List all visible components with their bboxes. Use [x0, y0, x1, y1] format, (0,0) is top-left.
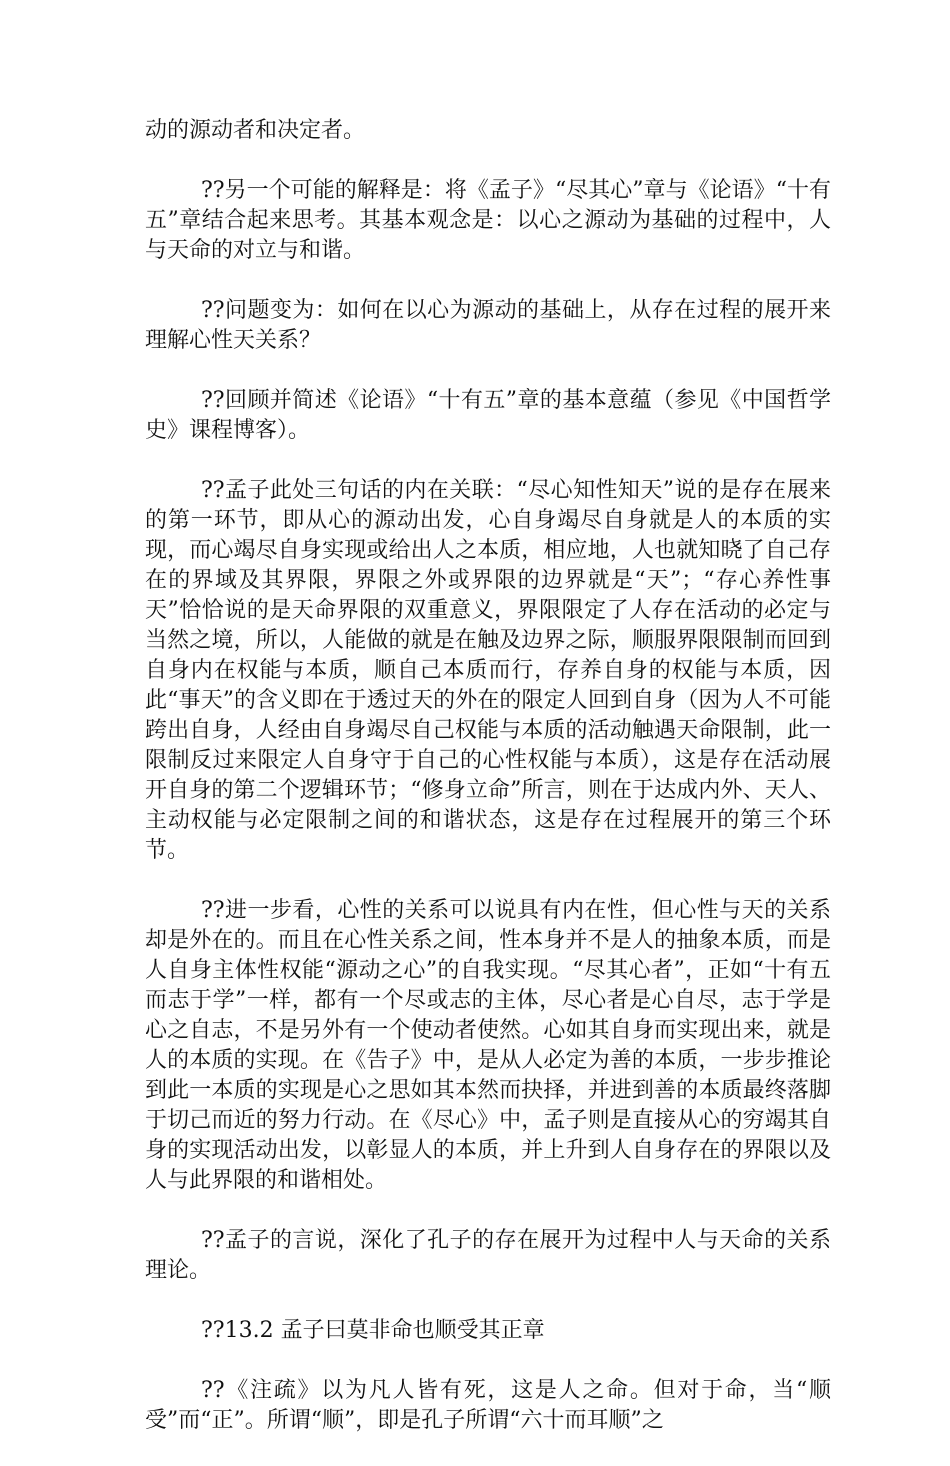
section-heading: ??13.2 孟子曰莫非命也顺受其正章	[201, 1318, 545, 1343]
document-page	[145, 116, 831, 1466]
paragraph-alternative-interpretation: ??另一个可能的解释是：将《孟子》“尽其心”章与《论语》“十有五”章结合起来思考。其基本观念是：以心之源动为基础的过程中，人与天命的对立与和谐。	[145, 178, 831, 263]
paragraph-question: ??问题变为：如何在以心为源动的基础上，从存在过程的展开来理解心性天关系？	[145, 298, 831, 353]
paragraph-continuation: 动的源动者和决定者。	[145, 118, 366, 143]
paragraph-conclusion: ??孟子的言说，深化了孔子的存在展开为过程中人与天命的关系理论。	[145, 1228, 831, 1283]
paragraph-commentary: ??《注疏》以为凡人皆有死，这是人之命。但对于命，当“顺受”而“正”。所谓“顺”，即是孔子所谓“六十而耳顺”之	[145, 1378, 831, 1433]
paragraph-further-analysis: ??进一步看，心性的关系可以说具有内在性，但心性与天的关系却是外在的。而且在心性关系之间，性本身并不是人的抽象本质，而是人自身主体性权能“源动之心”的自我实现。“尽其心者”，正如“十有五而志于学”一样，都有一个尽或志的主体，尽心者是心自尽，志于学是心之自志，不是另外有一个使动者使然。心如其自身而实现出来，就是人的本质的实现。在《告子》中，是从人必定为善的本质，一步步推论到此一本质的实现是心之思如其本然而抉择，并进到善的本质最终落脚于切己而近的努力行动。在《尽心》中，孟子则是直接从心的穷竭其自身的实现活动出发，以彰显人的本质，并上升到人自身存在的界限以及人与此界限的和谐相处。	[145, 898, 831, 1193]
paragraph-three-sentences: ??孟子此处三句话的内在关联：“尽心知性知天”说的是存在展来的第一环节，即从心的源动出发，心自身竭尽自身就是人的本质的实现，而心竭尽自身实现或给出人之本质，相应地，人也就知晓了自己存在的界域及其界限，界限之外或界限的边界就是“天”；“存心养性事天”恰恰说的是天命界限的双重意义，界限限定了人存在活动的必定与当然之境，所以，人能做的就是在触及边界之际，顺服界限限制而回到自身内在权能与本质，顺自己本质而行，存养自身的权能与本质，因此“事天”的含义即在于透过天的外在的限定人回到自身（因为人不可能跨出自身，人经由自身竭尽自己权能与本质的活动触遇天命限制，此一限制反过来限定人自身守于自己的心性权能与本质），这是存在活动展开自身的第二个逻辑环节；“修身立命”所言，则在于达成内外、天人、主动权能与必定限制之间的和谐状态，这是存在过程展开的第三个环节。	[145, 478, 831, 863]
paragraph-review: ??回顾并简述《论语》“十有五”章的基本意蕴（参见《中国哲学史》课程博客）。	[145, 388, 831, 443]
